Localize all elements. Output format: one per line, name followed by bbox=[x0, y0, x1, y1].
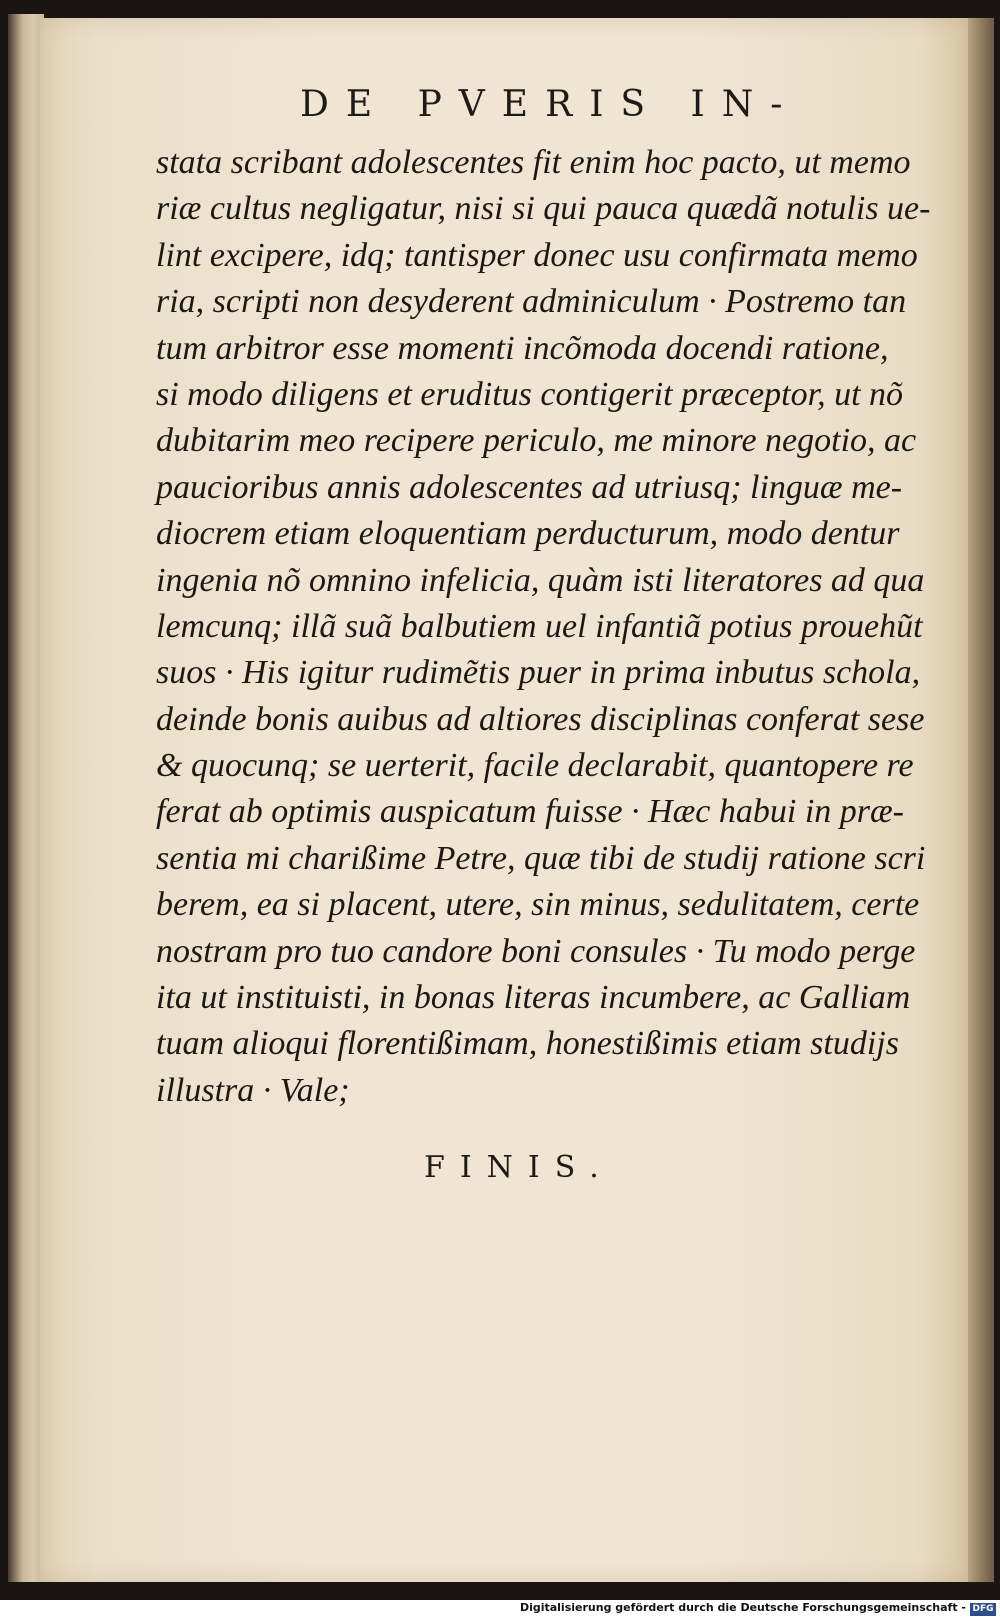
text-line: ria, scripti non desyderent adminiculum · Postremo tan bbox=[156, 283, 907, 321]
text-line: lemcunq; illã suã balbutiem uel infantiã potius prouehũt bbox=[156, 607, 923, 645]
page-edge-right bbox=[968, 18, 994, 1582]
funding-credit: Digitalisierung gefördert durch die Deutsche Forschungsgemeinschaft - bbox=[519, 1601, 966, 1614]
dfg-logo-icon: DFG bbox=[970, 1603, 996, 1616]
text-line: dubitarim meo recipere periculo, me minore negotio, ac bbox=[156, 422, 917, 460]
text-line: sentia mi charißime Petre, quæ tibi de studij ratione scri bbox=[156, 839, 926, 877]
text-line: paucioribus annis adolescentes ad utriusq; linguæ me- bbox=[156, 468, 903, 506]
text-line: stata scribant adolescentes fit enim hoc pacto, ut memo bbox=[156, 144, 911, 181]
text-line: tuam alioqui florentißimam, honestißimis etiam studijs bbox=[156, 1025, 899, 1063]
running-head: DE PVERIS IN- bbox=[300, 84, 800, 125]
text-line: illustra · Vale; bbox=[156, 1071, 350, 1109]
text-line: suos · His igitur rudimẽtis puer in prima inbutus schola, bbox=[156, 654, 921, 692]
finis-heading: FINIS. bbox=[424, 1150, 614, 1185]
text-line: deinde bonis auibus ad altiores disciplinas conferat sese bbox=[156, 700, 925, 738]
text-line: nostram pro tuo candore boni consules · Tu modo perge bbox=[156, 932, 916, 970]
text-line: lint excipere, idq; tantisper donec usu confirmata memo bbox=[156, 236, 918, 274]
text-line: ita ut instituisti, in bonas literas incumbere, ac Galliam bbox=[156, 979, 911, 1017]
text-line: & quocunq; se uerterit, facile declarabit, quantopere re bbox=[156, 747, 914, 785]
page-edge-left bbox=[8, 14, 44, 1582]
text-line: diocrem etiam eloquentiam perducturum, modo dentur bbox=[156, 515, 900, 553]
text-line: ferat ab optimis auspicatum fuisse · Hæc habui in præ- bbox=[156, 793, 904, 831]
text-line: tum arbitror esse momenti incõmoda docendi ratione, bbox=[156, 329, 889, 367]
text-line: ingenia nõ omnino infelicia, quàm isti literatores ad qua bbox=[156, 561, 925, 599]
text-line: si modo diligens et eruditus contigerit præceptor, ut nõ bbox=[156, 375, 904, 413]
text-line: berem, ea si placent, utere, sin minus, sedulitatem, certe bbox=[156, 886, 920, 924]
text-line: riæ cultus negligatur, nisi si qui pauca quædã notulis ue- bbox=[156, 190, 931, 228]
body-text bbox=[156, 140, 956, 1114]
